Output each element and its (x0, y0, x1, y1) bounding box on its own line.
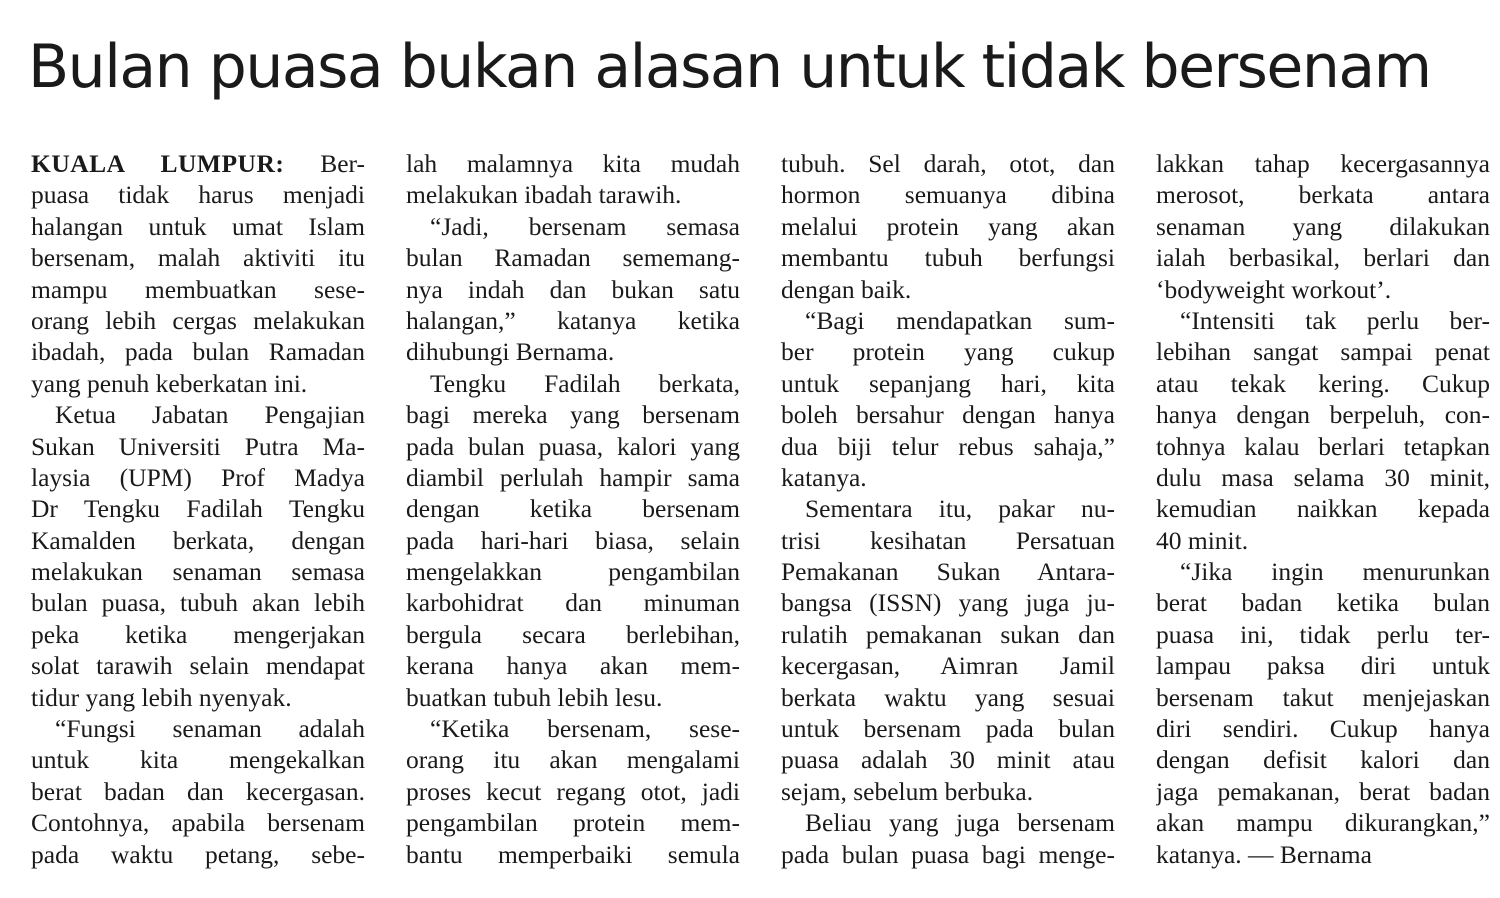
text-line: pada bulan puasa, kalori yang (406, 431, 740, 461)
text-line: yang penuh keberkatan ini. (31, 368, 308, 398)
text-line: orang itu akan mengalami (406, 745, 740, 775)
text-line: lebihan sangat sampai penat (1156, 337, 1490, 367)
text-line: bersenam takut menjejaskan (1156, 682, 1490, 712)
text-line: rulatih pemakanan sukan dan (781, 619, 1115, 649)
text-line: diri sendiri. Cukup hanya (1156, 714, 1490, 744)
text-line: “Fungsi senaman adalah (55, 714, 365, 744)
text-line: pada bulan puasa bagi menge- (781, 839, 1115, 869)
text-line: pengambilan protein mem- (406, 808, 740, 838)
text-line: “Ketika bersenam, sese- (430, 714, 740, 744)
text-line: melakukan ibadah tarawih. (406, 180, 682, 210)
text-line: tidur yang lebih nyenyak. (31, 682, 292, 712)
text-line: bangsa (ISSN) yang juga ju- (781, 588, 1115, 618)
text-line: jaga pemakanan, berat badan (1156, 776, 1490, 806)
text-line: halangan untuk umat Islam (31, 211, 365, 241)
text-line: bulan puasa, tubuh akan lebih (31, 588, 365, 618)
text-line: mampu membuatkan sese- (31, 274, 365, 304)
text-line: “Jika ingin menurunkan (1180, 557, 1490, 587)
text-line: “Jadi, bersenam semasa (430, 211, 740, 241)
text-line: kecergasan, Aimran Jamil (781, 651, 1115, 681)
text-line: karbohidrat dan minuman (406, 588, 740, 618)
text-line: untuk sepanjang hari, kita (781, 368, 1115, 398)
text-line: bulan Ramadan sememang- (406, 243, 740, 273)
text-line: untuk kita mengekalkan (31, 745, 365, 775)
text-line: dulu masa selama 30 minit, (1156, 462, 1490, 492)
text-line: halangan,” katanya ketika (406, 305, 740, 335)
text-line: katanya. — Bernama (1156, 839, 1372, 869)
text-line: ber protein yang cukup (781, 337, 1115, 367)
text-line: puasa ini, tidak perlu ter- (1156, 619, 1490, 649)
text-line: dengan ketika bersenam (406, 494, 740, 524)
text-line: bersenam, malah aktiviti itu (31, 243, 365, 273)
text-line: puasa adalah 30 minit atau (781, 745, 1115, 775)
text-line: melalui protein yang akan (781, 211, 1115, 241)
text-line: Sukan Universiti Putra Ma- (31, 431, 365, 461)
text-line: hanya dengan berpeluh, con- (1156, 400, 1490, 430)
text-line: dua biji telur rebus sahaja,” (781, 431, 1115, 461)
text-line: “Intensiti tak perlu ber- (1180, 305, 1490, 335)
text-line: berat badan dan kecergasan. (31, 776, 365, 806)
text-line: peka ketika mengerjakan (31, 619, 365, 649)
text-line: senaman yang dilakukan (1156, 211, 1490, 241)
text-line: buatkan tubuh lebih lesu. (406, 682, 663, 712)
text-line: laysia (UPM) Prof Madya (31, 462, 365, 492)
text-line: bergula secara berlebihan, (406, 619, 740, 649)
text-line: Dr Tengku Fadilah Tengku (31, 494, 365, 524)
text-line: melakukan senaman semasa (31, 557, 365, 587)
text-line: orang lebih cergas melakukan (31, 305, 365, 335)
text-line: hormon semuanya dibina (781, 180, 1115, 210)
dateline: KUALA LUMPUR: (31, 149, 285, 178)
text-line: diambil perlulah hampir sama (406, 462, 740, 492)
text-line: boleh bersahur dengan hanya (781, 400, 1115, 430)
text-line: Sementara itu, pakar nu- (805, 494, 1115, 524)
text-line: solat tarawih selain mendapat (31, 651, 365, 681)
text-line: tohnya kalau berlari tetapkan (1156, 431, 1490, 461)
text-line: nya indah dan bukan satu (406, 274, 740, 304)
dateline-continuation: Ber- (284, 149, 365, 178)
text-line: untuk bersenam pada bulan (781, 714, 1115, 744)
text-line: mengelakkan pengambilan (406, 557, 740, 587)
text-line: membantu tubuh berfungsi (781, 243, 1115, 273)
text-line: Beliau yang juga bersenam (805, 808, 1115, 838)
text-line: puasa tidak harus menjadi (31, 180, 365, 210)
text-line: bagi mereka yang bersenam (406, 400, 740, 430)
text-line: Ketua Jabatan Pengajian (55, 400, 365, 430)
text-line: pada hari-hari biasa, selain (406, 525, 740, 555)
text-line: bantu memperbaiki semula (406, 839, 740, 869)
text-line: dihubungi Bernama. (406, 337, 615, 367)
article-column-3 (781, 148, 1115, 870)
text-line: lakkan tahap kecergasannya (1156, 149, 1490, 178)
text-line: akan mampu dikurangkan,” (1156, 808, 1490, 838)
text-line: sejam, sebelum berbuka. (781, 776, 1034, 806)
text-line (31, 148, 365, 179)
text-line: merosot, berkata antara (1156, 180, 1490, 210)
text-line: kerana hanya akan mem- (406, 651, 740, 681)
text-line: pada waktu petang, sebe- (31, 839, 365, 869)
text-line: 40 minit. (1156, 525, 1249, 555)
text-line: Kamalden berkata, dengan (31, 525, 365, 555)
article-headline: Bulan puasa bukan alasan untuk tidak bersenam (28, 32, 1431, 102)
text-line: proses kecut regang otot, jadi (406, 776, 740, 806)
article-column-4 (1156, 148, 1490, 870)
text-line: trisi kesihatan Persatuan (781, 525, 1115, 555)
text-line: kemudian naikkan kepada (1156, 494, 1490, 524)
text-line: “Bagi mendapatkan sum- (805, 305, 1115, 335)
text-line: katanya. (781, 462, 867, 492)
text-line: dengan baik. (781, 274, 912, 304)
text-line: ‘bodyweight workout’. (1156, 274, 1392, 304)
text-line: ibadah, pada bulan Ramadan (31, 337, 365, 367)
article-column-1 (31, 148, 365, 870)
article-column-2 (406, 148, 740, 870)
text-line: berat badan ketika bulan (1156, 588, 1490, 618)
text-line: berkata waktu yang sesuai (781, 682, 1115, 712)
text-line: Contohnya, apabila bersenam (31, 808, 365, 838)
text-line: Tengku Fadilah berkata, (430, 368, 740, 398)
text-line: tubuh. Sel darah, otot, dan (781, 149, 1115, 178)
text-line: ialah berbasikal, berlari dan (1156, 243, 1490, 273)
text-line: Pemakanan Sukan Antara- (781, 557, 1115, 587)
text-line: lah malamnya kita mudah (406, 149, 740, 178)
text-line: dengan defisit kalori dan (1156, 745, 1490, 775)
text-line: atau tekak kering. Cukup (1156, 368, 1490, 398)
text-line: lampau paksa diri untuk (1156, 651, 1490, 681)
